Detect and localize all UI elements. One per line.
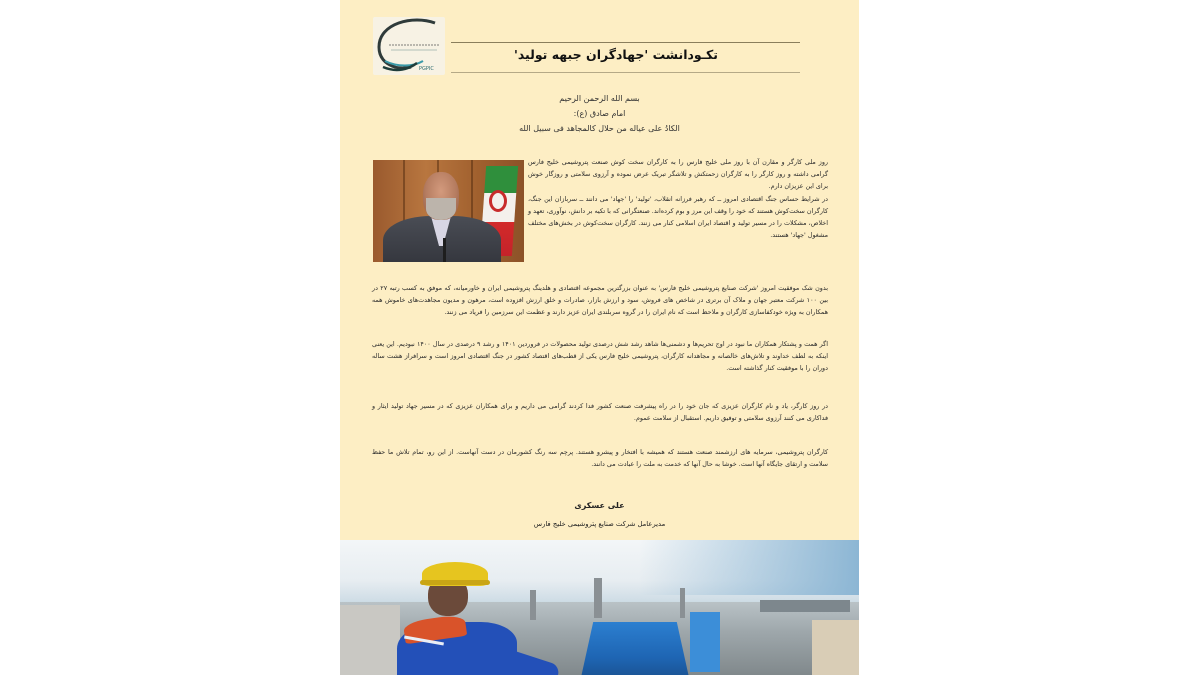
paragraph-6: کارگران پتروشیمی، سرمایه های ارزشمند صنعت هستند که همیشه با افتخار و پیشرو هستند. پرچم سه رنگ کشورمان در دست آنهاست. از این رو، تمام تلاش ما حفظ سلامت و ارتقای جایگاه آنها است. خوشا به حال آنها که خدمت به ملت را عبادت می دانند. bbox=[372, 448, 828, 469]
blue-building bbox=[690, 612, 720, 672]
paragraph-3: بدون شک موفقیت امروز 'شرکت صنایع پتروشیمی خلیج فارس' به عنوان بزرگترین مجموعه اقتصادی و هلدینگ پتروشیمی ایران و خاورمیانه، که موفق به کسب رتبه ۲۷ در بین ۱۰۰ شرکت معتبر جهان و ملاک آن برتری در شاخص های فروش، سود و ارزش بازار، صادرات و خلق ارزش افزوده است، مرهون و مدیون مجاهدت‌های خاموش همه همکاران به ویژه خودکفاسازی کارگران و ملاحظ است که نام ایران را در گروه سربلندی ایران عزیز دارند و عظمت این سرزمین را فریاد می زنند. bbox=[372, 284, 828, 317]
logo-swoosh-icon bbox=[373, 17, 445, 75]
chimney-icon bbox=[530, 590, 536, 620]
paragraph-5: در روز کارگر، یاد و نام کارگران عزیزی که جان خود را در راه پیشرفت صنعت کشور فدا کردند گرامی می داریم و برای همکاران عزیزی که در مسیر جهاد تولید ایثار و فداکاری می کنند آرزوی سلامتی و توفیق داریم. استقبال از سلامت عموم. bbox=[372, 402, 828, 423]
building-right bbox=[812, 620, 859, 675]
paragraph-1 bbox=[528, 156, 828, 280]
signature-role: مدیرعامل شرکت صنایع پتروشیمی خلیج فارس bbox=[533, 520, 666, 528]
portrait-photo bbox=[373, 160, 524, 262]
chimney-icon bbox=[680, 588, 685, 618]
signature-block bbox=[340, 499, 859, 531]
paragraph-2-text: در شرایط حساس جنگ اقتصادی امروز ــ که رهبر فرزانه انقلاب، 'تولید' را 'جهاد' می دانند ــ سربازان این جنگ، کارگران سخت‌کوش هستند که خود را وقف این مرز و بوم کرده‌اند. صنعتگرانی که با تکیه بر دانش، نوآوری، تعهد و اخلاص، مشکلات را در مسیر تولید و اقتصاد ایران اسلامی کنار می زنند. کارگران سخت‌کوش در بخش‌های مختلف مشغول 'جهاد' هستند. bbox=[528, 194, 828, 240]
title-bar bbox=[451, 42, 800, 73]
intro-block bbox=[340, 91, 859, 136]
person-beard bbox=[426, 198, 456, 220]
paragraph-1-text: روز ملی کارگر و مقارن آن با روز ملی خلیج فارس را به کارگران سخت کوش صنعت پتروشیمی خلیج فارس گرامی داشته و روز کارگر را به کارگران زحمتکش و تلاشگر تبریک عرض نموده و آرزوی سلامتی و روزگار خوش برای این عزیزان دارم. bbox=[528, 158, 828, 191]
hard-hat-brim bbox=[420, 580, 490, 585]
svg-text:PGPIC: PGPIC bbox=[419, 66, 434, 72]
document-page bbox=[340, 0, 859, 675]
sky bbox=[639, 540, 859, 595]
microphone-icon bbox=[443, 238, 446, 262]
pipe-rack bbox=[760, 600, 850, 612]
signature-name: علی عسکری bbox=[574, 501, 625, 510]
chimney-icon bbox=[594, 578, 602, 618]
blue-building-roof bbox=[580, 622, 690, 675]
page-title: تکـودانشت 'جهادگران جبهه تولید' bbox=[514, 47, 718, 62]
flag-emblem-icon bbox=[489, 190, 507, 212]
basmala: بسم الله الرحمن الرحیم bbox=[559, 94, 640, 103]
company-logo-icon bbox=[373, 17, 445, 75]
industrial-banner-photo bbox=[340, 540, 859, 675]
paragraph-4: اگر همت و پشتکار همکاران ما نبود در اوج تحریم‌ها و دشمنی‌ها شاهد رشد شش درصدی تولید محصولات در فروردین ۱۴۰۱ و رشد ۹ درصدی در سال ۱۴۰۰ نبودیم. این یعنی اینکه به لطف خداوند و تلاش‌های خالصانه و مجاهدانه کارگران، پتروشیمی خلیج فارس یکی از قطب‌های اقتصاد کشور در جنگ اقتصادی امروز است و سرافراز هشت ساله دوران را با موفقیت کنار گذاشته است. bbox=[372, 340, 828, 373]
building-left bbox=[340, 605, 400, 675]
quote-attribution: امام صادق (ع): bbox=[573, 109, 626, 118]
quote-text: الکادُ علی عیاله من حلال کالمجاهد فی سبیل الله bbox=[519, 124, 680, 133]
